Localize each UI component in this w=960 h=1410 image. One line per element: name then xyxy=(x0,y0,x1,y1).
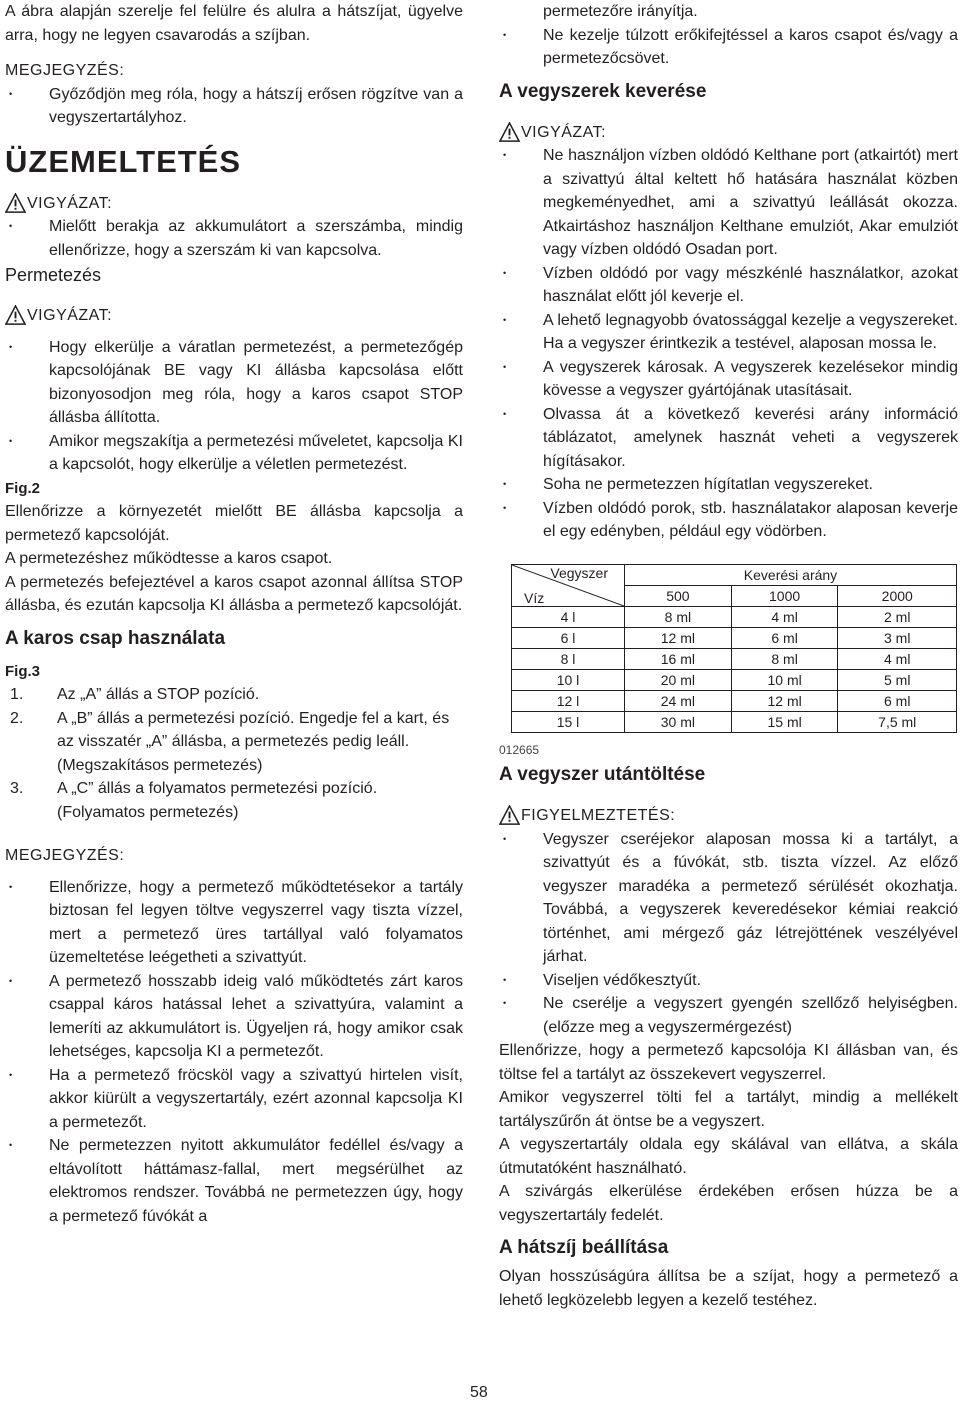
table-cell: 8 ml xyxy=(625,606,732,627)
paragraph: A szivárgás elkerülése érdekében erősen húzza be a vegyszertartály fedelét. xyxy=(499,1183,958,1224)
note-list xyxy=(5,876,463,1229)
list-item: • Vízben oldódó porok, stb. használatakor alaposan keverje el egy edényben, például egy vödörben. xyxy=(499,497,958,544)
spraying-title: Permetezés xyxy=(5,265,102,285)
intro-paragraph: A ábra alapján szerelje fel felülre és alulra a hátszíjat, ügyelve arra, hogy ne legyen csavarodás a szíjban. xyxy=(5,3,463,44)
table-cell: 30 ml xyxy=(625,711,732,732)
paragraph: A permetezés befejeztével a karos csapot azonnal állítsa STOP állásba, és ezután kapcsolja KI állásba a permetező kapcsolóját. xyxy=(5,573,463,614)
list-item: • Hogy elkerülje a váratlan permetezést, a permetezőgép kapcsolójának BE vagy KI állásba kapcsolása előtt bizonyosodjon meg róla, hogy a karos csapot STOP állásba állította. xyxy=(5,336,463,430)
note-heading: MEGJEGYZÉS: xyxy=(5,62,125,79)
table-cell: 10 l xyxy=(512,669,625,690)
table-cell: 6 ml xyxy=(838,690,957,711)
caution-heading xyxy=(5,304,463,328)
note-heading: MEGJEGYZÉS: xyxy=(5,847,125,864)
warning-label: FIGYELMEZTETÉS: xyxy=(521,807,676,824)
list-item: • Soha ne permetezzen hígítatlan vegyszereket. xyxy=(499,473,958,497)
step-list xyxy=(5,683,463,824)
warning-heading xyxy=(499,804,958,828)
table-cell: 20 ml xyxy=(625,669,732,690)
ratio-header: Keverési arány xyxy=(625,564,957,585)
warning-triangle-icon xyxy=(499,805,520,826)
table-cell: 7,5 ml xyxy=(838,711,957,732)
table-cell: 12 ml xyxy=(731,690,838,711)
caution-label: VIGYÁZAT: xyxy=(27,194,113,212)
table-cell: 16 ml xyxy=(625,648,732,669)
table-row xyxy=(512,606,957,627)
figure-reference: Fig.2 xyxy=(5,479,41,497)
paragraph: Olyan hosszúságúra állítsa be a szíjat, hogy a permetező a lehető legközelebb legyen a kezelő testéhez. xyxy=(499,1268,958,1309)
table-cell: 6 l xyxy=(512,627,625,648)
paragraph: Amikor vegyszerrel tölti fel a tartályt, mindig a mellékelt tartályszűrőn át öntse be a vegyszert. xyxy=(499,1089,958,1130)
list-item: • Vegyszer cseréjekor alaposan mossa ki a tartályt, a szivattyút és a fúvókát, stb. tiszta vízzel. Az előző vegyszer maradéka a permetező sérülését okozhatja. Továbbá, a vegyszerek keveredésekor kémiai reakció történhet, ami mérgező gáz létrejöttének veszélyével járhat. xyxy=(499,828,958,969)
table-cell: 3 ml xyxy=(838,627,957,648)
table-cell: 4 l xyxy=(512,606,625,627)
caution-list xyxy=(499,144,958,544)
list-item: • A vegyszerek károsak. A vegyszerek kezelésekor mindig kövesse a vegyszer gyártójának utasításait. xyxy=(499,356,958,403)
table-cell: 4 ml xyxy=(838,648,957,669)
table-row xyxy=(512,669,957,690)
corner-top-label: Vegyszer xyxy=(550,564,608,581)
table-cell: 15 ml xyxy=(731,711,838,732)
warning-triangle-icon xyxy=(499,122,520,143)
ratio-cell: 1000 xyxy=(731,585,838,606)
mixing-ratio-table xyxy=(511,564,957,733)
harness-section-title: A hátszíj beállítása xyxy=(499,1237,669,1258)
table-cell: 2 ml xyxy=(838,606,957,627)
paragraph: Ellenőrizze, hogy a permetező kapcsolója KI állásban van, és töltse fel a tartályt az összekevert vegyszerrel. xyxy=(499,1042,958,1083)
caution-list xyxy=(5,336,463,477)
list-item: • Mielőtt berakja az akkumulátort a szerszámba, mindig ellenőrizze, hogy a szerszám ki van kapcsolva. xyxy=(5,215,463,262)
paragraph: A permetezéshez működtesse a karos csapot. xyxy=(5,550,333,567)
warning-triangle-icon xyxy=(5,193,26,214)
table-cell: 8 ml xyxy=(731,648,838,669)
list-item: • Ne használjon vízben oldódó Kelthane port (atkairtót) mert a szivattyú által keltett hő hatására használat közben megkeményedhet, ami a szivattyú leállását okozza. Atkairtáshoz használjon Kelthane emulziót, Akar emulziót vagy vízben oldódó Osadan port. xyxy=(499,144,958,262)
list-item: • Vízben oldódó por vagy mészkénlé használatkor, azokat használat előtt jól keverje el. xyxy=(499,262,958,309)
warning-list xyxy=(499,828,958,1040)
table-cell: 12 l xyxy=(512,690,625,711)
list-item: • Győződjön meg róla, hogy a hátszíj erősen rögzítve van a vegyszertartályhoz. xyxy=(5,83,463,130)
paragraph: Ellenőrizze a környezetét mielőtt BE állásba kapcsolja a permetező kapcsolóját. xyxy=(5,503,463,544)
caution-label: VIGYÁZAT: xyxy=(27,307,113,324)
list-item-continued: permetezőre irányítja. xyxy=(543,3,698,20)
list-item: • A permetező hosszabb ideig való működtetés zárt karos csappal káros hatással lehet a szivattyúra, valamint a lemeríti az akkumulátort is. Ügyeljen rá, hogy amikor csak lehetséges, kapcsolja KI a permetezőt. xyxy=(5,970,463,1064)
caution-heading xyxy=(5,192,463,216)
table-cell: 4 ml xyxy=(731,606,838,627)
table-cell: 6 ml xyxy=(731,627,838,648)
list-item: • Olvassa át a következő keverési arány információ táblázatot, amelynek hasznát veheti a vegyszerek hígításakor. xyxy=(499,403,958,474)
list-item: • Ne kezelje túlzott erőkifejtéssel a karos csapot és/vagy a permetezőcsövet. xyxy=(499,24,958,71)
warning-triangle-icon xyxy=(5,305,26,326)
table-code: 012665 xyxy=(499,742,540,757)
step-item: 3. A „C” állás a folyamatos permetezési pozíció. (Folyamatos permetezés) xyxy=(10,780,378,821)
mixing-section-title: A vegyszerek keverése xyxy=(499,80,707,102)
step-item: 1. Az „A” állás a STOP pozíció. xyxy=(10,686,260,703)
refill-section-title: A vegyszer utántöltése xyxy=(499,764,706,785)
table-row xyxy=(512,627,957,648)
note-list xyxy=(5,83,463,130)
list-item: • Ellenőrizze, hogy a permetező működtetésekor a tartály biztosan fel legyen töltve vegyszerrel vagy tiszta vízzel, mert a permetező üres tartállyal való folyamatos üzemeltetése leégetheti a szivattyút. xyxy=(5,876,463,970)
list-item: • A lehető legnagyobb óvatossággal kezelje a vegyszereket. Ha a vegyszer érintkezik a testével, alaposan mossa le. xyxy=(499,309,958,356)
figure-reference: Fig.3 xyxy=(5,662,41,680)
table-cell: 15 l xyxy=(512,711,625,732)
list-item: • Amikor megszakítja a permetezési műveletet, kapcsolja KI a kapcsolót, hogy elkerülje a véletlen permetezést. xyxy=(5,430,463,477)
ratio-cell: 500 xyxy=(625,585,732,606)
corner-bottom-label: Víz xyxy=(524,589,545,606)
step-item: 2. A „B” állás a permetezési pozíció. Engedje fel a kart, és az visszatér „A” állásba, a permetezés pedig leáll. (Megszakításos permetezés) xyxy=(10,709,450,774)
list-item: • Ne cserélje a vegyszert gyengén szellőző helyiségben. (előzze meg a vegyszermérgezést) xyxy=(499,992,958,1039)
paragraph: A vegyszertartály oldala egy skálával van ellátva, a skála útmutatóként használható. xyxy=(499,1136,958,1177)
table-row xyxy=(512,690,957,711)
table-cell: 8 l xyxy=(512,648,625,669)
table-corner-cell xyxy=(512,564,625,606)
list-item: • Ne permetezzen nyitott akkumulátor fedéllel és/vagy a eltávolított háttámasz-fallal, mert megsérülhet az elektromos rendszer. Továbbá ne permetezzen úgy, hogy a permetező fúvókát a xyxy=(5,1134,463,1228)
page-number: 58 xyxy=(470,1384,488,1401)
list-item: • Viseljen védőkesztyűt. xyxy=(499,969,958,993)
caution-label: VIGYÁZAT: xyxy=(521,123,607,141)
table-row xyxy=(512,711,957,732)
caution-heading xyxy=(499,121,958,145)
operation-title: ÜZEMELTETÉS xyxy=(5,143,242,179)
left-column xyxy=(5,0,463,1228)
table-row xyxy=(512,648,957,669)
right-column xyxy=(499,0,958,1312)
table-cell: 5 ml xyxy=(838,669,957,690)
ratio-cell: 2000 xyxy=(838,585,957,606)
list-item: • Ha a permetező fröcsköl vagy a szivattyú hirtelen visít, akkor kiürült a vegyszertartály, ezért azonnal kapcsolja KI a permetezőt. xyxy=(5,1064,463,1135)
table-cell: 12 ml xyxy=(625,627,732,648)
table-cell: 10 ml xyxy=(731,669,838,690)
lever-section-title: A karos csap használata xyxy=(5,627,226,649)
caution-list xyxy=(5,215,463,262)
table-cell: 24 ml xyxy=(625,690,732,711)
continued-list xyxy=(499,0,958,71)
